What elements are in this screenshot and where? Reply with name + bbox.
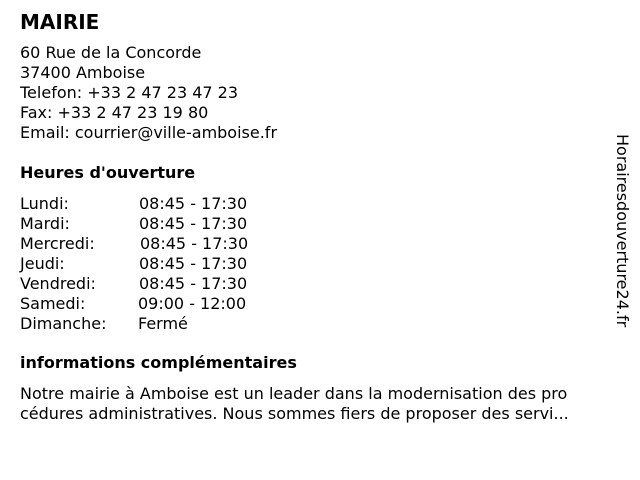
- hours-row: [20, 234, 248, 254]
- site-watermark: Horairesdouverture24.fr: [613, 134, 632, 328]
- fax-number: Fax: +33 2 47 23 19 80: [20, 103, 209, 122]
- hours-day: Dimanche:: [20, 314, 107, 333]
- hours-row: [20, 194, 248, 214]
- hours-row: [20, 214, 248, 234]
- info-line: cédures administratives. Nous sommes fiers de proposer des servi...: [20, 404, 569, 423]
- phone-number: Telefon: +33 2 47 23 47 23: [20, 83, 239, 102]
- hours-day: Mardi:: [20, 214, 70, 233]
- hours-day: Lundi:: [20, 194, 69, 213]
- hours-row: [20, 274, 248, 294]
- hours-day: Vendredi:: [20, 274, 96, 293]
- opening-hours-table: [20, 194, 248, 334]
- hours-time: Fermé: [138, 314, 188, 333]
- hours-row: [20, 254, 248, 274]
- hours-time: 09:00 - 12:00: [138, 294, 247, 313]
- info-line: Notre mairie à Amboise est un leader dans la modernisation des pro: [20, 384, 568, 403]
- hours-time: 08:45 - 17:30: [140, 234, 249, 253]
- hours-day: Mercredi:: [20, 234, 95, 253]
- contact-block: [20, 43, 277, 143]
- hours-row: [20, 294, 248, 314]
- hours-day: Jeudi:: [20, 254, 65, 273]
- additional-info-heading: informations complémentaires: [20, 353, 297, 372]
- hours-day: Samedi:: [20, 294, 86, 313]
- email-address: Email: courrier@ville-amboise.fr: [20, 123, 278, 142]
- hours-time: 08:45 - 17:30: [139, 214, 248, 233]
- additional-info-text: [20, 384, 620, 424]
- hours-time: 08:45 - 17:30: [139, 274, 248, 293]
- address-city: 37400 Amboise: [20, 63, 146, 82]
- opening-hours-heading: Heures d'ouverture: [20, 163, 196, 182]
- hours-time: 08:45 - 17:30: [139, 254, 248, 273]
- address-street: 60 Rue de la Concorde: [20, 43, 202, 62]
- hours-row: [20, 314, 248, 334]
- page-title: MAIRIE: [20, 10, 100, 34]
- hours-time: 08:45 - 17:30: [139, 194, 248, 213]
